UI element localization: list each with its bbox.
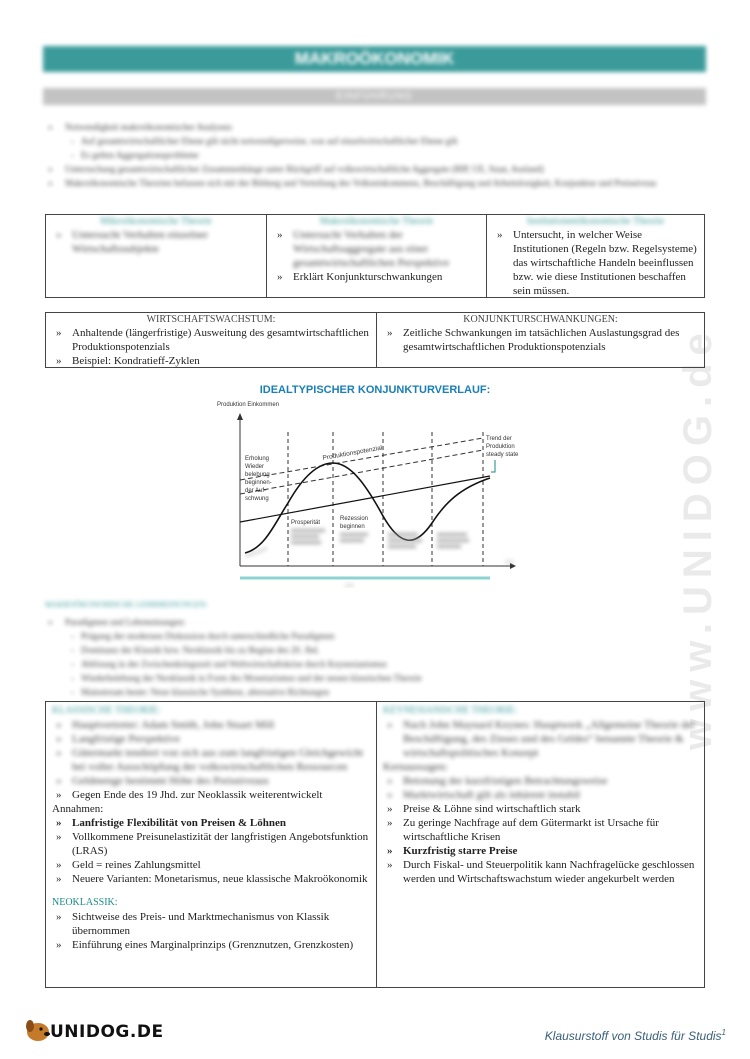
neoclassic-head: NEOKLASSIK: <box>52 897 118 908</box>
keynes-item: » Betonung der kurzfristigen Betrachtungsweise <box>377 774 704 788</box>
business-cycle-chart <box>205 398 530 588</box>
keynes-item: » Kurzfristig starre Preise <box>377 844 704 858</box>
x-axis-label: Zeit <box>345 583 354 588</box>
doctrine-sub-bullet: - Mainstream heute: Neue klassische Synthese, alternative Richtungen <box>45 685 705 699</box>
classic-item: » Gütermarkt tendiert von sich aus zum langfristigen Gleichgewicht bei voller Ausschöpfung der volkswirtschaftlichen Ressourcen <box>46 746 376 774</box>
intro-sub-bullet: - Auf gesamtwirtschaftlicher Ebene gilt nicht notwendigerweise, was auf einzelwirtschaftlicher Ebene gilt <box>45 134 705 148</box>
intro-bullets <box>45 120 705 190</box>
neoclassic-item: » Einführung eines Marginalprinzips (Grenznutzen, Grenzkosten) <box>46 938 376 952</box>
page-number: 1 <box>721 1028 726 1037</box>
doctrine-sub-bullet: - Dominanz der Klassik bzw. Neoklassik bis zu Beginn des 20. Jhd. <box>45 643 705 657</box>
trend-pointer <box>491 460 495 472</box>
section-title: EINFÜHRUNG <box>43 88 706 105</box>
growth-column <box>46 313 376 367</box>
watermark: www.UNIDOG.de <box>676 325 720 750</box>
cycles-item: » Zeitliche Schwankungen im tatsächlichen Auslastungsgrad des gesamtwirtschaftlichen Produktionspotenzials <box>377 326 704 354</box>
y-axis-arrow <box>237 413 243 420</box>
classic-head: KLASSISCHE THEORIE: <box>52 705 161 716</box>
intro-bullet: » Makroökonomische Theorien befassen sich mit der Bildung und Verteilung des Volkseinkommens, Beschäftigung und Arbeitslosigkeit, Konjunktur und Preisniveau <box>45 176 705 190</box>
x-axis-label-end: Zeit <box>505 560 514 566</box>
keynes-list <box>377 802 704 886</box>
doctrines-list <box>45 615 705 699</box>
potential-upper-line <box>240 438 483 480</box>
trend-label: Trend der Produktion steady state <box>486 436 519 458</box>
macro-head: Makroökonomische Theorie <box>319 216 434 227</box>
doctrine-sub-bullet: - Wiederbelebung der Neoklassik in Form des Monetarismus und der neuen klassischen Theorie <box>45 671 705 685</box>
neoclassic-item: » Sichtweise des Preis- und Marktmechanismus von Klassik übernommen <box>46 910 376 938</box>
doctrines-section <box>45 598 705 699</box>
keynes-item: » Marktwirtschaft gilt als inhärent instabil <box>377 788 704 802</box>
classic-item: » Hauptvertreter: Adam Smith, John Stuart Mill <box>46 718 376 732</box>
macro-item: » Erklärt Konjunkturschwankungen <box>267 270 486 284</box>
doctrine-sub-bullet: - Ablösung in der Zwischenkriegszeit und Weltwirtschaftskrise durch Keynesianismus <box>45 657 705 671</box>
keynes-head: KEYNESIANISCHE THEORIE: <box>383 705 517 716</box>
doctrine-bullet: » Paradigmen und Lehrmeinungen: <box>45 615 705 629</box>
classic-item: » Langfristige Perspektive <box>46 732 376 746</box>
neoclassic-list <box>46 910 376 952</box>
assumptions-list <box>46 816 376 886</box>
keynes-item: » Nach John Maynard Keynes: Hauptwerk „Allgemeine Theorie der Beschäftigung, des Zinses und des Geldes“ benannte Theorie & wirtschaftspolitisches Konzept <box>377 718 704 760</box>
y-axis-label: Produktion Einkommen <box>217 402 280 408</box>
phase-label-prosperity: Prosperität <box>291 520 321 526</box>
assumptions-label: Annahmen: <box>52 803 104 815</box>
classic-list <box>46 718 376 802</box>
potential-label: Produktionspotenzial <box>322 444 383 462</box>
micro-column <box>46 215 266 297</box>
growth-item: » Anhaltende (längerfristige) Ausweitung des gesamtwirtschaftlichen Produktionspotenzials <box>46 326 376 354</box>
classic-item: » Geldmenge bestimmt Höhe des Preisniveaus <box>46 774 376 788</box>
keynes-column <box>376 702 704 987</box>
potential-lower-line <box>240 450 483 494</box>
intro-bullet: » Untersuchung gesamtwirtschaftlicher Zusammenhänge unter Rückgriff auf volkswirtschaftliche Aggregate (BIP, UE, Staat, Ausland) <box>45 162 705 176</box>
phase-label-recovery: Erholung Wieder belebung beginnen- der Auf- schwung <box>245 456 272 502</box>
dog-logo-icon <box>22 1017 52 1043</box>
phase-label-blurred <box>291 529 469 548</box>
keynes-item: » Preise & Löhne sind wirtschaftlich stark <box>377 802 704 816</box>
institution-head: Institutionenökonomische Theorie <box>526 216 665 227</box>
chart-title: IDEALTYPISCHER KONJUNKTURVERLAUF: <box>259 384 491 396</box>
footer-logo-text: UNIDOG.DE <box>50 1022 164 1042</box>
keynes-label: Kernaussagen: <box>383 761 448 773</box>
doctrine-sub-bullet: - Prägung der modernen Diskussion durch unterschiedliche Paradigmen <box>45 629 705 643</box>
growth-cycles-table <box>45 312 705 368</box>
micro-head: Mikroökonomische Theorie <box>100 216 212 227</box>
growth-head: WIRTSCHAFTSWACHSTUM: <box>146 314 276 325</box>
assumption-item: » Vollkommene Preisunelastizität der langfristigen Angebotsfunktion (LRAS) <box>46 830 376 858</box>
institution-item: » Untersucht, in welcher Weise Institutionen (Regeln bzw. Regelsysteme) das wirtschaftliche Handeln beeinflussen bzw. wie diese Institutionen beschaffen sein müssen. <box>487 228 704 298</box>
theory-types-table <box>45 214 705 298</box>
intro-sub-bullet: - Es gelten Aggregationsprobleme <box>45 148 705 162</box>
micro-item: » Untersucht Verhalten einzelner Wirtschaftssubjekte <box>46 228 266 256</box>
intro-bullet: » Notwendigkeit makroökonomischer Analysen: <box>45 120 705 134</box>
cycles-column <box>376 313 704 367</box>
macro-column <box>266 215 486 297</box>
assumption-item: » Geld = reines Zahlungsmittel <box>46 858 376 872</box>
cycles-head: KONJUNKTURSCHWANKUNGEN: <box>463 314 618 325</box>
phase-label-recession: Rezession beginnen <box>340 516 369 530</box>
page-title: MAKROÖKONOMIK <box>43 46 706 72</box>
keynes-item: » Zu geringe Nachfrage auf dem Gütermarkt ist Ursache für wirtschaftliche Krisen <box>377 816 704 844</box>
keynes-item: » Durch Fiskal- und Steuerpolitik kann Nachfragelücke geschlossen werden und Wirtschaftswachstum wieder angekurbelt werden <box>377 858 704 886</box>
classic-item: » Gegen Ende des 19 Jhd. zur Neoklassik weiterentwickelt <box>46 788 376 802</box>
assumption-item: » Neuere Varianten: Monetarismus, neue klassische Makroökonomik <box>46 872 376 886</box>
theories-table <box>45 701 705 988</box>
doctrines-head: MAKROÖKONOMISCHE LEHRMEINUNGEN: <box>45 600 208 609</box>
footer-tagline: Klausurstoff von Studis für Studis$^1$ <box>544 1028 726 1043</box>
growth-item: » Beispiel: Kondratieff-Zyklen <box>46 354 376 368</box>
classic-column <box>46 702 376 987</box>
assumption-item: » Lanfristige Flexibilität von Preisen & Löhnen <box>46 816 376 830</box>
macro-item: » Untersucht Verhalten der Wirtschaftsaggregate aus einer gesamtwirtschaftlichen Perspektive <box>267 228 486 270</box>
institution-column <box>486 215 704 297</box>
